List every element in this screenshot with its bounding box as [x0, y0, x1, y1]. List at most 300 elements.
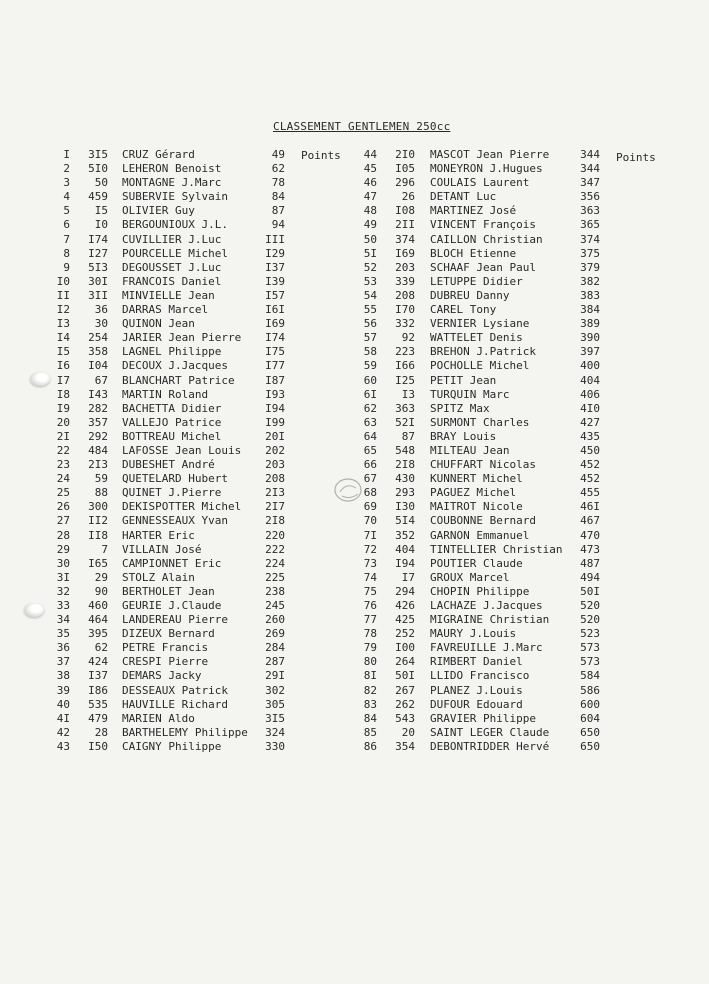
rider-name-cell: PLANEZ J.Louis	[430, 683, 523, 697]
rider-name-cell: DETANT Luc	[430, 190, 497, 204]
rank-cell: I7	[56, 373, 70, 387]
points-cell: I29	[265, 246, 285, 260]
points-cell: 650	[580, 739, 600, 753]
rank-cell: 38	[56, 669, 70, 683]
rank-cell: 65	[363, 443, 377, 457]
points-cell: I39	[265, 274, 285, 288]
document-title: CLASSEMENT GENTLEMEN 250cc	[273, 120, 451, 133]
points-cell: 347	[580, 176, 600, 190]
points-cell: 94	[271, 218, 285, 232]
rider-number-cell: 352	[395, 528, 415, 542]
points-cell: 344	[580, 148, 600, 161]
points-cell: 2I3	[265, 486, 285, 500]
rider-name-cell: MARTIN Roland	[122, 387, 209, 401]
points-cell: 400	[580, 359, 600, 373]
rank-cell: I2	[56, 303, 70, 317]
rider-number-cell: 267	[395, 683, 415, 697]
rider-name-cell: CRESPI Pierre	[122, 655, 209, 669]
rider-number-cell: 7	[101, 542, 108, 556]
rank-cell: 52	[363, 260, 377, 274]
rider-number-cell: 5I0	[88, 162, 108, 176]
rider-name-cell: CHOPIN Philippe	[430, 584, 530, 598]
rank-cell: 37	[56, 655, 70, 669]
points-cell: 584	[580, 669, 600, 683]
rider-name-cell: CRUZ Gérard	[122, 148, 195, 161]
points-cell: I99	[265, 415, 285, 429]
points-cell: I74	[265, 331, 285, 345]
rank-cell: 26	[56, 500, 70, 514]
rider-number-cell: 293	[395, 486, 415, 500]
rank-cell: 3	[63, 176, 70, 190]
points-cell: 404	[580, 373, 600, 387]
points-cell: 344	[580, 162, 600, 176]
rider-name-cell: GARNON Emmanuel	[430, 528, 530, 542]
rank-cell: 56	[363, 317, 377, 331]
rider-name-cell: DEMARS Jacky	[122, 669, 202, 683]
rider-number-cell: 254	[88, 331, 108, 345]
points-cell: I69	[265, 317, 285, 331]
rank-cell: 7	[63, 232, 70, 246]
rider-number-cell: 30I	[88, 274, 108, 288]
rider-number-cell: 300	[88, 500, 108, 514]
rider-number-cell: I65	[88, 556, 108, 570]
rank-cell: 2	[63, 162, 70, 176]
rider-number-cell: 264	[395, 655, 415, 669]
rank-cell: 86	[363, 739, 377, 753]
points-cell: 222	[265, 542, 285, 556]
points-cell: 384	[580, 303, 600, 317]
rank-cell: 5I	[363, 246, 377, 260]
rider-number-cell: 2I3	[88, 458, 108, 472]
rank-cell: 33	[56, 599, 70, 612]
points-cell: 523	[580, 627, 600, 641]
points-cell: 397	[580, 345, 600, 359]
points-cell: 225	[265, 570, 285, 584]
rider-number-cell: 332	[395, 317, 415, 331]
rank-cell: 83	[363, 697, 377, 711]
rank-cell: I5	[56, 345, 70, 359]
rank-cell: 48	[363, 204, 377, 218]
points-label-left: Points	[301, 149, 341, 162]
rider-name-cell: GROUX Marcel	[430, 570, 510, 584]
points-cell: 245	[265, 599, 285, 612]
rider-number-cell: 203	[395, 260, 415, 274]
rider-name-cell: SCHAAF Jean Paul	[430, 260, 536, 274]
rider-name-cell: HARTER Eric	[122, 528, 195, 542]
points-cell: 487	[580, 556, 600, 570]
rider-name-cell: LACHAZE J.Jacques	[430, 599, 543, 612]
rank-cell: 6I	[363, 387, 377, 401]
points-cell: 494	[580, 570, 600, 584]
rank-cell: 82	[363, 683, 377, 697]
rank-cell: 53	[363, 274, 377, 288]
rider-name-cell: CHUFFART Nicolas	[430, 458, 536, 472]
rider-name-cell: COULAIS Laurent	[430, 176, 530, 190]
rank-cell: 39	[56, 683, 70, 697]
rider-name-cell: CAILLON Christian	[430, 232, 543, 246]
rider-number-cell: 294	[395, 584, 415, 598]
points-cell: 87	[271, 204, 285, 218]
rider-number-cell: 90	[94, 584, 108, 598]
rider-number-cell: I3	[401, 387, 415, 401]
points-cell: 375	[580, 246, 600, 260]
points-cell: III	[265, 232, 285, 246]
points-cell: I94	[265, 401, 285, 415]
rider-number-cell: 29	[94, 570, 108, 584]
rider-name-cell: FRANCOIS Daniel	[122, 274, 222, 288]
rider-number-cell: II2	[88, 514, 108, 528]
rider-number-cell: 339	[395, 274, 415, 288]
rider-name-cell: LANDEREAU Pierre	[122, 613, 228, 627]
rank-cell: 42	[56, 725, 70, 739]
points-cell: 2I7	[265, 500, 285, 514]
points-cell: I87	[265, 373, 285, 387]
rider-number-cell: 424	[88, 655, 108, 669]
rider-number-cell: 52I	[395, 415, 415, 429]
points-cell: 383	[580, 288, 600, 302]
rider-name-cell: CAMPIONNET Eric	[122, 556, 222, 570]
rider-name-cell: LLIDO Francisco	[430, 669, 530, 683]
points-cell: 650	[580, 725, 600, 739]
points-cell: 473	[580, 542, 600, 556]
rider-number-cell: 2II	[395, 218, 415, 232]
rider-name-cell: VINCENT François	[430, 218, 536, 232]
rank-cell: 45	[363, 162, 377, 176]
points-cell: 374	[580, 232, 600, 246]
rider-name-cell: RIMBERT Daniel	[430, 655, 523, 669]
points-cell: 382	[580, 274, 600, 288]
rider-name-cell: VILLAIN José	[122, 542, 202, 556]
rider-name-cell: DECOUX J.Jacques	[122, 359, 228, 373]
rider-name-cell: LEHERON Benoist	[122, 162, 222, 176]
rank-cell: I3	[56, 317, 70, 331]
rider-number-cell: 50	[94, 176, 108, 190]
rider-name-cell: POURCELLE Michel	[122, 246, 228, 260]
rider-number-cell: 87	[401, 429, 415, 443]
rank-cell: 66	[363, 458, 377, 472]
points-cell: 202	[265, 443, 285, 457]
rank-cell: 77	[363, 613, 377, 627]
rider-number-cell: 5I3	[88, 260, 108, 274]
points-cell: 50I	[580, 584, 600, 598]
rider-name-cell: MILTEAU Jean	[430, 443, 510, 457]
rank-cell: 4	[63, 190, 70, 204]
points-cell: 427	[580, 415, 600, 429]
rider-name-cell: TINTELLIER Christian	[430, 542, 563, 556]
points-cell: 220	[265, 528, 285, 542]
rank-cell: 76	[363, 599, 377, 612]
rider-number-cell: 26	[401, 190, 415, 204]
rider-name-cell: BARTHELEMY Philippe	[122, 725, 248, 739]
rank-cell: 20	[56, 415, 70, 429]
rider-name-cell: DARRAS Marcel	[122, 303, 209, 317]
faded-stamp-mark	[332, 476, 366, 506]
rider-name-cell: BLANCHART Patrice	[122, 373, 235, 387]
rider-number-cell: 50I	[395, 669, 415, 683]
points-cell: 2I8	[265, 514, 285, 528]
rank-cell: 23	[56, 458, 70, 472]
rider-name-cell: MAITROT Nicole	[430, 500, 523, 514]
rider-number-cell: 30	[94, 317, 108, 331]
rider-number-cell: 223	[395, 345, 415, 359]
rank-cell: 43	[56, 739, 70, 753]
points-cell: 573	[580, 655, 600, 669]
points-cell: 363	[580, 204, 600, 218]
rider-name-cell: DIZEUX Bernard	[122, 627, 215, 641]
points-cell: 467	[580, 514, 600, 528]
rank-cell: 79	[363, 641, 377, 655]
rank-cell: 32	[56, 584, 70, 598]
points-cell: 260	[265, 613, 285, 627]
points-cell: 324	[265, 725, 285, 739]
rider-name-cell: DUBREU Danny	[430, 288, 510, 302]
rider-number-cell: 88	[94, 486, 108, 500]
rider-name-cell: STOLZ Alain	[122, 570, 195, 584]
rider-number-cell: 3II	[88, 288, 108, 302]
rider-name-cell: BERTHOLET Jean	[122, 584, 215, 598]
points-cell: 3I5	[265, 711, 285, 725]
rank-cell: 29	[56, 542, 70, 556]
rank-cell: 4I	[56, 711, 70, 725]
points-cell: 390	[580, 331, 600, 345]
rider-number-cell: 92	[401, 331, 415, 345]
rank-cell: 69	[363, 500, 377, 514]
points-cell: I75	[265, 345, 285, 359]
rider-name-cell: GRAVIER Philippe	[430, 711, 536, 725]
rank-cell: 64	[363, 429, 377, 443]
rider-name-cell: BOTTREAU Michel	[122, 429, 222, 443]
rider-number-cell: 425	[395, 613, 415, 627]
rider-number-cell: 354	[395, 739, 415, 753]
rider-name-cell: CUVILLIER J.Luc	[122, 232, 222, 246]
rider-name-cell: MAURY J.Louis	[430, 627, 517, 641]
rank-cell: I0	[56, 274, 70, 288]
rider-number-cell: I08	[395, 204, 415, 218]
rider-name-cell: SAINT LEGER Claude	[430, 725, 550, 739]
rank-cell: 50	[363, 232, 377, 246]
rider-name-cell: CAREL Tony	[430, 303, 497, 317]
rider-number-cell: I04	[88, 359, 108, 373]
rider-number-cell: 358	[88, 345, 108, 359]
rank-cell: 80	[363, 655, 377, 669]
rank-cell: 25	[56, 486, 70, 500]
rider-name-cell: PETIT Jean	[430, 373, 497, 387]
rider-name-cell: OLIVIER Guy	[122, 204, 195, 218]
rider-name-cell: LAFOSSE Jean Louis	[122, 443, 242, 457]
rider-number-cell: I5	[94, 204, 108, 218]
points-cell: 452	[580, 458, 600, 472]
rank-cell: 22	[56, 443, 70, 457]
points-cell: 389	[580, 317, 600, 331]
rider-name-cell: FAVREUILLE J.Marc	[430, 641, 543, 655]
rank-cell: 68	[363, 486, 377, 500]
rank-cell: 30	[56, 556, 70, 570]
rider-name-cell: WATTELET Denis	[430, 331, 523, 345]
rider-number-cell: 282	[88, 401, 108, 415]
rider-number-cell: I74	[88, 232, 108, 246]
points-cell: 379	[580, 260, 600, 274]
rider-name-cell: QUETELARD Hubert	[122, 472, 228, 486]
points-cell: I37	[265, 260, 285, 274]
points-cell: 20I	[265, 429, 285, 443]
points-cell: 573	[580, 641, 600, 655]
rider-name-cell: PAGUEZ Michel	[430, 486, 517, 500]
points-cell: 84	[271, 190, 285, 204]
rank-cell: 57	[363, 331, 377, 345]
points-cell: 4I0	[580, 401, 600, 415]
rider-name-cell: DUFOUR Edouard	[430, 697, 523, 711]
points-cell: I77	[265, 359, 285, 373]
rider-number-cell: 252	[395, 627, 415, 641]
rider-name-cell: VALLEJO Patrice	[122, 415, 222, 429]
rider-number-cell: I66	[395, 359, 415, 373]
points-cell: 356	[580, 190, 600, 204]
rider-name-cell: MASCOT Jean Pierre	[430, 148, 550, 161]
rider-name-cell: BREHON J.Patrick	[430, 345, 536, 359]
rider-number-cell: 59	[94, 472, 108, 486]
rider-name-cell: MINVIELLE Jean	[122, 288, 215, 302]
rider-number-cell: 262	[395, 697, 415, 711]
rank-cell: 62	[363, 401, 377, 415]
rider-number-cell: 36	[94, 303, 108, 317]
rider-name-cell: BRAY Louis	[430, 429, 497, 443]
points-cell: 406	[580, 387, 600, 401]
rider-name-cell: VERNIER Lysiane	[430, 317, 530, 331]
points-cell: 450	[580, 443, 600, 457]
rider-name-cell: DEBONTRIDDER Hervé	[430, 739, 550, 753]
points-cell: 365	[580, 218, 600, 232]
rider-name-cell: MARIEN Aldo	[122, 711, 195, 725]
rider-name-cell: POCHOLLE Michel	[430, 359, 530, 373]
points-cell: 29I	[265, 669, 285, 683]
rider-number-cell: 395	[88, 627, 108, 641]
rank-cell: 78	[363, 627, 377, 641]
rank-cell: 2I	[56, 429, 70, 443]
rider-name-cell: DESSEAUX Patrick	[122, 683, 228, 697]
punch-hole	[30, 372, 50, 386]
rank-cell: 3I	[56, 570, 70, 584]
rider-number-cell: 430	[395, 472, 415, 486]
rank-cell: 44	[363, 148, 377, 161]
rider-number-cell: 357	[88, 415, 108, 429]
rider-number-cell: II8	[88, 528, 108, 542]
rider-name-cell: SPITZ Max	[430, 401, 490, 415]
points-cell: 49	[271, 148, 285, 161]
rider-number-cell: I27	[88, 246, 108, 260]
rider-name-cell: DUBESHET André	[122, 458, 215, 472]
rank-cell: I6	[56, 359, 70, 373]
rank-cell: 40	[56, 697, 70, 711]
rider-name-cell: SUBERVIE Sylvain	[122, 190, 228, 204]
rider-number-cell: 479	[88, 711, 108, 725]
rank-cell: 67	[363, 472, 377, 486]
points-cell: 302	[265, 683, 285, 697]
rider-number-cell: I70	[395, 303, 415, 317]
points-cell: 435	[580, 429, 600, 443]
points-cell: 330	[265, 739, 285, 753]
rider-name-cell: PETRE Francis	[122, 641, 209, 655]
points-label-right: Points	[616, 151, 656, 164]
rank-cell: 60	[363, 373, 377, 387]
rider-name-cell: GEURIE J.Claude	[122, 599, 222, 612]
rank-cell: I9	[56, 401, 70, 415]
rank-cell: 47	[363, 190, 377, 204]
rider-number-cell: I0	[94, 218, 108, 232]
rider-name-cell: DEKISPOTTER Michel	[122, 500, 242, 514]
rank-cell: 74	[363, 570, 377, 584]
points-cell: 600	[580, 697, 600, 711]
rider-name-cell: BERGOUNIOUX J.L.	[122, 218, 228, 232]
points-cell: 203	[265, 458, 285, 472]
rider-name-cell: MONTAGNE J.Marc	[122, 176, 222, 190]
rider-name-cell: DEGOUSSET J.Luc	[122, 260, 222, 274]
rider-number-cell: 426	[395, 599, 415, 612]
rider-number-cell: 548	[395, 443, 415, 457]
rider-number-cell: 535	[88, 697, 108, 711]
rider-number-cell: 3I5	[88, 148, 108, 161]
rider-name-cell: POUTIER Claude	[430, 556, 523, 570]
rider-number-cell: 296	[395, 176, 415, 190]
points-cell: 284	[265, 641, 285, 655]
rank-cell: 84	[363, 711, 377, 725]
rider-name-cell: SURMONT Charles	[430, 415, 530, 429]
rider-name-cell: CAIGNY Philippe	[122, 739, 222, 753]
points-cell: 604	[580, 711, 600, 725]
rank-cell: 54	[363, 288, 377, 302]
rank-cell: II	[56, 288, 70, 302]
rank-cell: 75	[363, 584, 377, 598]
rank-cell: 35	[56, 627, 70, 641]
points-cell: 520	[580, 599, 600, 612]
rider-name-cell: BLOCH Etienne	[430, 246, 517, 260]
rider-number-cell: 62	[94, 641, 108, 655]
punch-hole	[24, 603, 44, 617]
points-cell: I93	[265, 387, 285, 401]
rank-cell: 46	[363, 176, 377, 190]
points-cell: 238	[265, 584, 285, 598]
rider-name-cell: TURQUIN Marc	[430, 387, 510, 401]
rank-cell: 28	[56, 528, 70, 542]
rider-number-cell: 484	[88, 443, 108, 457]
rank-cell: 85	[363, 725, 377, 739]
points-cell: 269	[265, 627, 285, 641]
points-cell: 208	[265, 472, 285, 486]
rider-number-cell: 20	[401, 725, 415, 739]
rank-cell: I4	[56, 331, 70, 345]
rank-cell: 7I	[363, 528, 377, 542]
rider-name-cell: HAUVILLE Richard	[122, 697, 228, 711]
rank-cell: 5	[63, 204, 70, 218]
rider-name-cell: MIGRAINE Christian	[430, 613, 550, 627]
rider-number-cell: 292	[88, 429, 108, 443]
points-cell: 224	[265, 556, 285, 570]
points-cell: 46I	[580, 500, 600, 514]
rank-cell: 8	[63, 246, 70, 260]
rank-cell: 72	[363, 542, 377, 556]
rider-number-cell: I37	[88, 669, 108, 683]
rank-cell: 58	[363, 345, 377, 359]
rider-number-cell: 2I8	[395, 458, 415, 472]
rank-cell: 8I	[363, 669, 377, 683]
rider-number-cell: 404	[395, 542, 415, 556]
points-cell: 287	[265, 655, 285, 669]
rank-cell: 63	[363, 415, 377, 429]
rank-cell: 59	[363, 359, 377, 373]
points-cell: 520	[580, 613, 600, 627]
rank-cell: I	[63, 148, 70, 161]
points-cell: 470	[580, 528, 600, 542]
rider-number-cell: I30	[395, 500, 415, 514]
